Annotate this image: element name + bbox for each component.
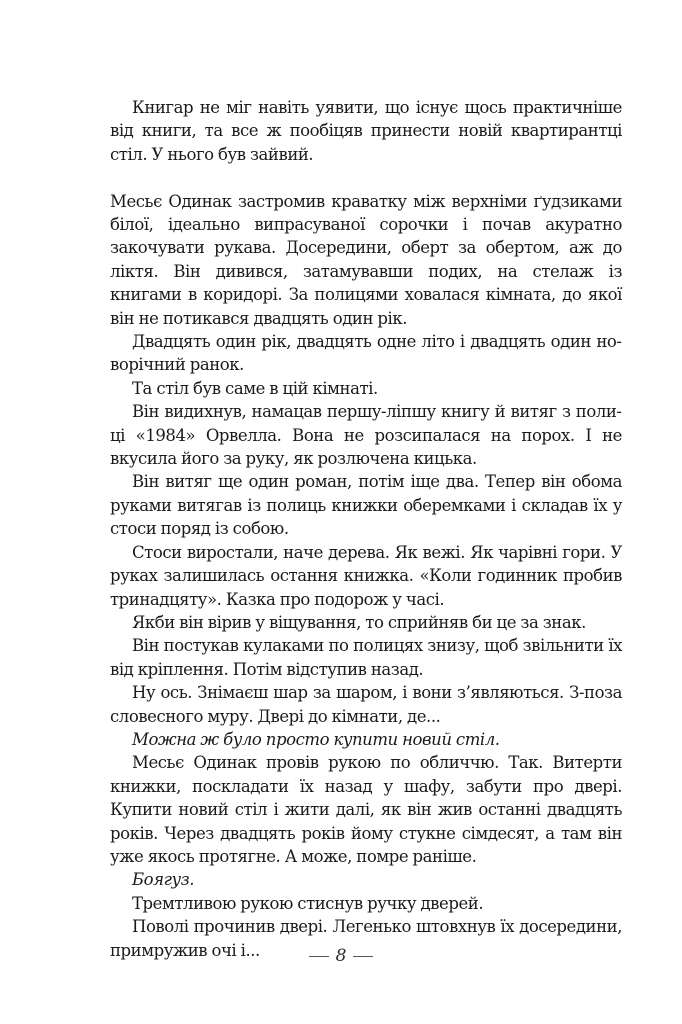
folio-dash-right [353, 956, 373, 957]
page-number [0, 946, 682, 966]
paragraph: Якби він вірив у віщування, то сприйняв би це за знак. [132, 612, 586, 632]
italic-thought: Боягуз. [132, 870, 194, 890]
italic-thought: Можна ж було просто купити новий стіл. [132, 729, 500, 749]
paragraph: Він постукав кулаками по полицях знизу, щоб звільнити їх від кріплення. Потім відступив назад. [110, 636, 622, 679]
section-gap [110, 166, 622, 189]
folio-dash-left [309, 956, 329, 957]
paragraph: Тремтливою рукою стиснув ручку дверей. [132, 893, 484, 913]
page-number-value: 8 [335, 946, 347, 966]
paragraph: Книгар не міг навіть уявити, що існує щось практичніше від книги, та все ж пообіцяв принести новій квартирантці стіл. У нього був зайвий. [110, 98, 622, 164]
page-body [110, 96, 622, 960]
paragraph: Він видихнув, намацав першу-ліпшу книгу й витяг з полиці «1984» Орвелла. Вона не розсипалася на порох. І не вкусила його за руку, як розлючена кицька. [110, 402, 622, 469]
paragraph: Поволі прочинив двері. Легенько штовхнув їх досередини, примружив очі і... [110, 917, 622, 960]
paragraph: Та стіл був саме в цій кімнаті. [132, 378, 378, 398]
paragraph: Месьє Одинак провів рукою по обличчю. Так. Витерти книжки, поскладати їх назад у шафу, забути про двері. Купити новий стіл і жити далі, як він жив останні двадцять років. Через двадцять років йому стукне сімдесят, а там він уже якось протягне. А може, помре раніше. [110, 753, 622, 866]
paragraph: Стоси виростали, наче дерева. Як вежі. Як чарівні гори. У руках залишилась остання книжка. «Коли годинник пробив тринадцяту». Казка про подорож у часі. [110, 542, 622, 609]
paragraph: Месьє Одинак застромив краватку між верхніми ґудзиками білої, ідеально випрасуваної сорочки і почав акуратно закочувати рукава. Досередини, оберт за обертом, аж до ліктя. Він дивився, затамувавши подих, на стелаж із книгами в коридорі. За полицями ховалася кімната, до якої він не потикався двадцять один рік. [110, 191, 622, 328]
paragraph: Двадцять один рік, двадцять одне літо і двадцять один новорічний ранок. [110, 332, 622, 375]
paragraph: Ну ось. Знімаєш шар за шаром, і вони з’являються. З-поза словесного муру. Двері до кімнати, де... [110, 683, 622, 726]
paragraph: Він витяг ще один роман, потім іще два. Тепер він обома руками витягав із полиць книжки оберемками і складав їх у стоси поряд із собою. [110, 472, 622, 539]
